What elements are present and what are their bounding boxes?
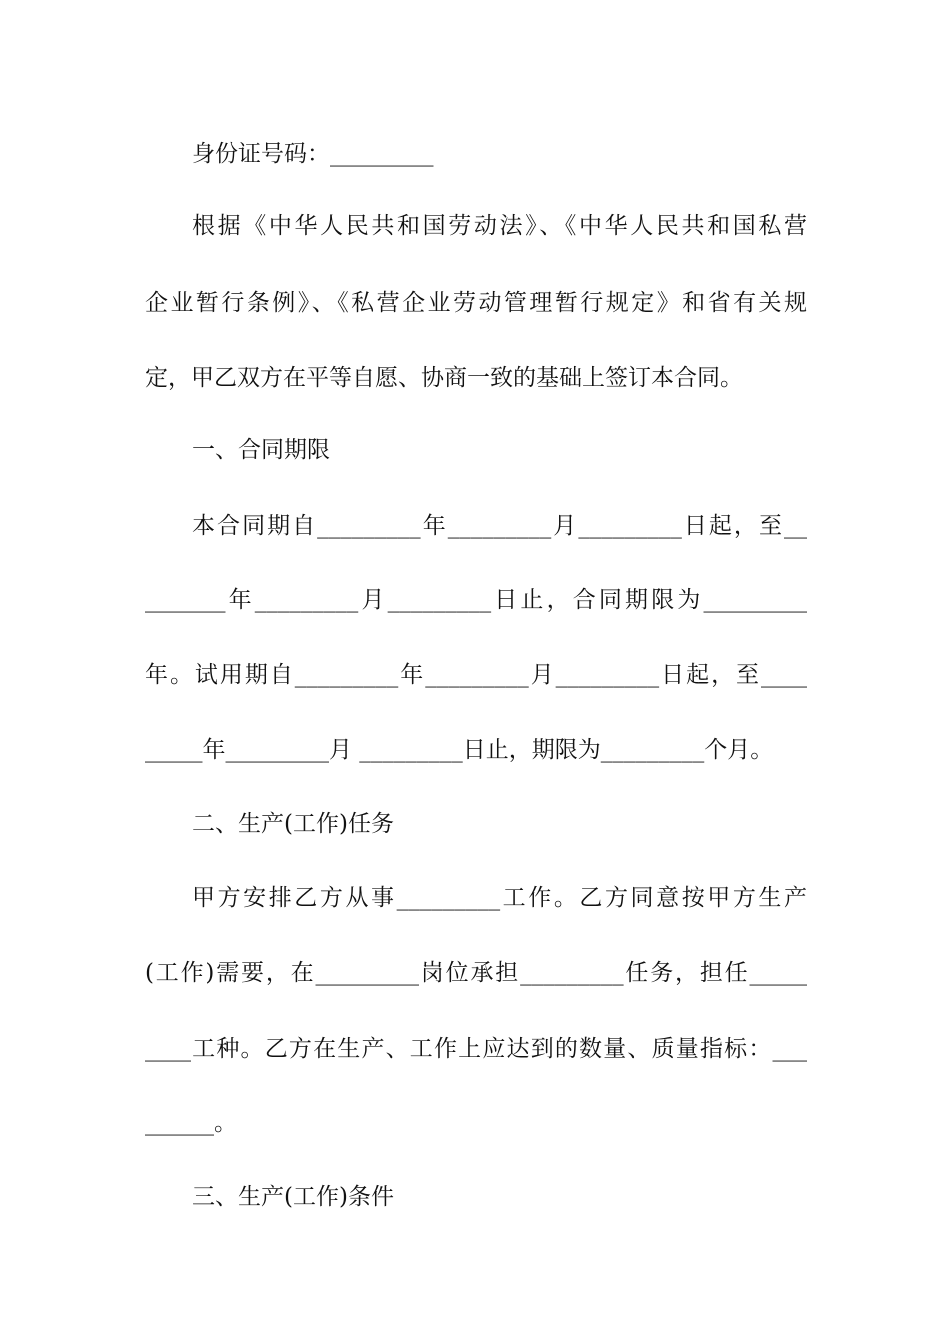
paragraph-line: (工作)需要，在_________岗位承担_________任务，担任_____ xyxy=(145,960,807,986)
paragraph-line: 年。试用期自_________年_________月_________日起，至____ xyxy=(145,662,807,688)
section-heading: 一、合同期限 xyxy=(192,437,330,463)
paragraph-line: 定，甲乙双方在平等自愿、协商一致的基础上签订本合同。 xyxy=(145,365,743,391)
paragraph-line: 本合同期自_________年_________月_________日起，至__ xyxy=(192,513,807,539)
paragraph-line: ______。 xyxy=(145,1110,237,1136)
section-heading: 二、生产(工作)任务 xyxy=(192,811,394,837)
paragraph-line: _______年_________月_________日止，合同期限为_________ xyxy=(145,587,807,613)
paragraph-line: 甲方安排乙方从事_________工作。乙方同意按甲方生产 xyxy=(192,885,807,911)
id-number-line: 身份证号码：_________ xyxy=(192,141,434,167)
paragraph-line: ____工种。乙方在生产、工作上应达到的数量、质量指标：___ xyxy=(145,1036,807,1062)
paragraph-line: 根据《中华人民共和国劳动法》、《中华人民共和国私营 xyxy=(192,213,807,239)
section-heading: 三、生产(工作)条件 xyxy=(192,1184,394,1210)
paragraph-line: 企业暂行条例》、《私营企业劳动管理暂行规定》和省有关规 xyxy=(145,290,807,316)
paragraph-line: _____年_________月 _________日止，期限为_________个月。 xyxy=(145,737,774,763)
